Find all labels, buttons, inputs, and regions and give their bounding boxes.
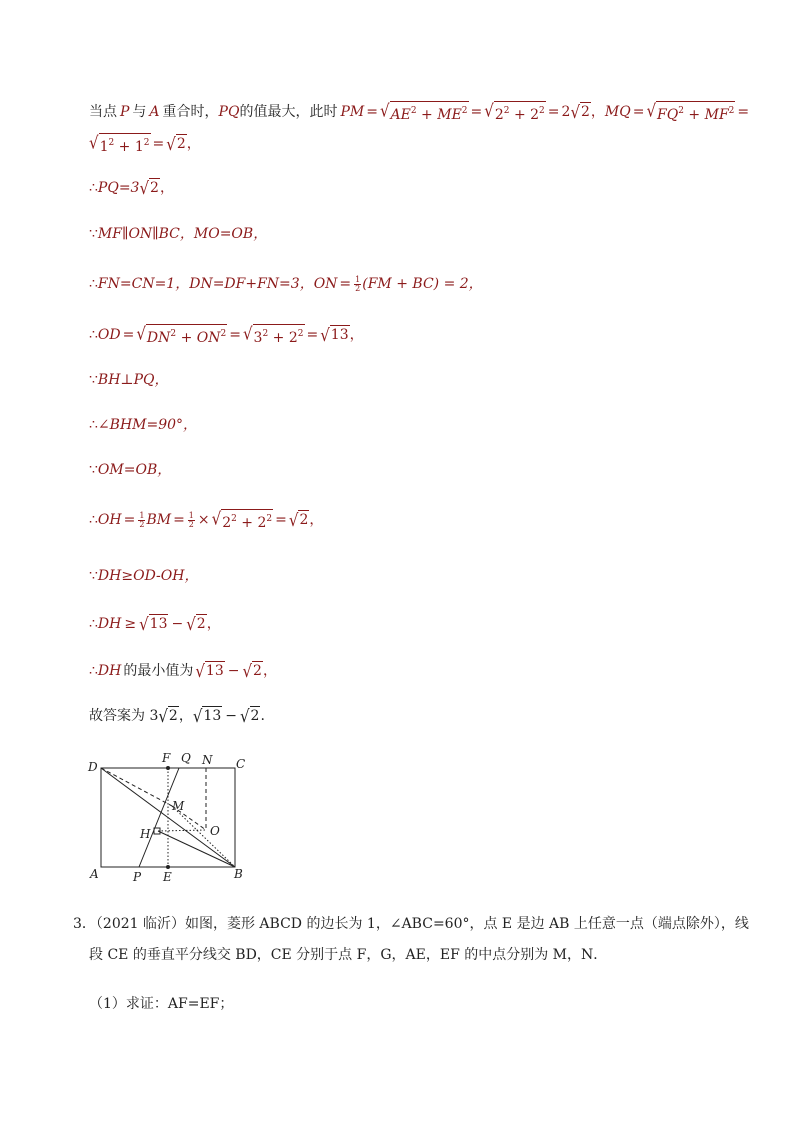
segment-ho: [158, 830, 206, 831]
solution-line-1: [89, 101, 751, 123]
eq: =: [632, 104, 645, 120]
exp: 2: [231, 514, 237, 524]
exp: 2: [410, 106, 417, 116]
because-symbol: ∵: [89, 226, 98, 242]
sqrt-2: √ 2: [139, 177, 159, 199]
eq: =: [229, 327, 241, 343]
fraction-half: [354, 276, 361, 293]
eq: =: [275, 512, 287, 528]
var-pm: PM: [340, 104, 365, 120]
label-p: P: [133, 870, 142, 884]
sqrt-1-1: √ $1^2 + 1^2$: [89, 132, 150, 155]
math-text: BH⊥PQ，: [97, 372, 169, 388]
therefore-symbol: ∴: [89, 616, 98, 632]
point-f: [166, 766, 170, 770]
var-p: P: [120, 104, 130, 120]
num: 2: [494, 107, 504, 123]
minus: −: [171, 616, 184, 632]
because-symbol: ∵: [89, 462, 98, 478]
comma: ，: [186, 136, 201, 152]
sqrt-dn-on: √ $DN^2 + ON^2$: [136, 323, 227, 346]
therefore-symbol: ∴: [89, 327, 98, 343]
geometry-figure: [84, 748, 264, 888]
label-e: E: [163, 870, 172, 884]
period: .: [260, 708, 265, 724]
eq: =: [123, 512, 136, 528]
comma: ，: [262, 663, 277, 679]
exp: 2: [143, 138, 150, 148]
solution-line-3: [89, 178, 174, 198]
math-text: (FM + BC) = 2，: [362, 276, 483, 292]
op: +: [421, 107, 433, 123]
eq: =: [339, 276, 352, 292]
segment-hb: [158, 831, 235, 867]
sqrt-fq-mf: √ $FQ^2 + MF^2$: [646, 100, 735, 123]
sqrt-13: √ 13: [195, 660, 224, 682]
comma: ，: [309, 512, 324, 528]
text: 当点: [89, 104, 117, 120]
text: 的最小值为: [123, 663, 194, 679]
text: 重合时，: [162, 104, 219, 120]
exp: 2: [728, 106, 735, 116]
var: ON: [196, 330, 221, 346]
label-b: B: [234, 867, 243, 881]
sqrt-2: √ 2: [239, 705, 260, 727]
comma: ，: [206, 616, 221, 632]
num: 2: [257, 515, 267, 531]
num: 2: [530, 107, 540, 123]
sqrt-3-2: √ $3^2 + 2^2$: [242, 323, 304, 346]
num: 2: [288, 330, 298, 346]
exp: 2: [678, 106, 684, 116]
numerator: 1: [139, 510, 145, 520]
solution-line-10: [89, 509, 323, 531]
op: +: [688, 107, 701, 123]
num: 1: [99, 139, 109, 155]
therefore-symbol: ∴: [89, 180, 98, 196]
var: AE: [390, 107, 411, 123]
exp: 2: [297, 329, 304, 339]
text: 的值最大，此时: [239, 104, 338, 120]
op: +: [180, 330, 193, 346]
op: +: [241, 515, 254, 531]
solution-line-12: [89, 614, 221, 634]
therefore-symbol: ∴: [89, 512, 98, 528]
segment-mb: [172, 806, 235, 867]
var-mq: MQ: [604, 104, 631, 120]
op: +: [272, 330, 285, 346]
sqrt-13: √ 13: [139, 613, 168, 635]
sqrt-13: √ 13: [320, 324, 349, 346]
solution-line-6: [89, 324, 364, 346]
label-n: N: [202, 753, 213, 767]
sqrt-2-2: √ $2^2 + 2^2$: [484, 100, 545, 123]
var: FQ: [657, 107, 679, 123]
solution-line-4: [89, 224, 267, 244]
sqrt-2: √ 2: [166, 133, 186, 155]
eq: =: [306, 327, 319, 343]
exp: 2: [461, 106, 468, 116]
answer-line: [89, 706, 265, 726]
denominator: 2: [139, 519, 145, 529]
label-q: Q: [181, 751, 191, 765]
sqrt-2-2: √ $2^2 + 2^2$: [211, 508, 273, 531]
point-e: [166, 865, 170, 869]
eq: =: [366, 104, 378, 120]
problem-3-part-1: （1）求证：AF=EF；: [89, 996, 234, 1012]
minus: −: [227, 663, 240, 679]
eq: =: [470, 104, 483, 120]
num: 2: [561, 104, 571, 120]
eq: =: [173, 512, 185, 528]
label-d: D: [88, 760, 98, 774]
label-m: M: [172, 799, 185, 813]
eq: =: [122, 327, 135, 343]
num: 1: [134, 139, 144, 155]
comma: ，: [590, 104, 605, 120]
because-symbol: ∵: [89, 372, 98, 388]
sqrt-2: √ 2: [570, 101, 590, 123]
var: DN: [146, 330, 171, 346]
var-a: A: [149, 104, 160, 120]
text: 与: [132, 104, 147, 120]
exp: 2: [266, 514, 273, 524]
comma: ，: [159, 180, 174, 196]
math-text: OM=OB，: [97, 462, 172, 478]
times: ×: [197, 512, 210, 528]
solution-line-8: [89, 415, 197, 435]
num: 3: [253, 330, 263, 346]
fraction-half: [188, 512, 195, 529]
exp: 2: [220, 329, 227, 339]
math-text: DH≥OD-OH，: [97, 568, 199, 584]
segment-pq: [139, 768, 179, 867]
var: OD: [97, 327, 121, 343]
num: 2: [222, 515, 232, 531]
numerator: 1: [188, 510, 194, 520]
var-pq: PQ: [218, 104, 240, 120]
solution-line-13: [89, 661, 277, 681]
math-text: ∠BHM=90°，: [97, 417, 198, 433]
sqrt-13: √ 13: [192, 705, 222, 727]
label-f: F: [162, 751, 171, 765]
eq: =: [737, 104, 750, 120]
denominator: 2: [355, 283, 361, 293]
segment-dm: [101, 768, 172, 806]
numerator: 1: [355, 274, 361, 284]
text: 故答案为 3: [89, 708, 159, 724]
sqrt-ae-me: √ $AE^2 + ME^2$: [379, 100, 468, 123]
comma: ，: [178, 708, 193, 724]
eq: =: [152, 136, 165, 152]
math-text: FN=CN=1，DN=DF+FN=3，ON: [97, 276, 338, 292]
math-text: MF∥ON∥BC，MO=OB，: [97, 226, 268, 242]
exp: 2: [503, 106, 510, 116]
label-h: H: [140, 827, 151, 841]
var: MF: [704, 107, 729, 123]
sqrt-2: √ 2: [158, 705, 178, 727]
label-c: C: [236, 757, 246, 771]
label-a: A: [90, 867, 99, 881]
math-text: PQ=3: [97, 180, 140, 196]
exp: 2: [262, 329, 269, 339]
problem-3-line-1: 3．（2021 临沂）如图，菱形 ABCD 的边长为 1，∠ABC=60°，点 E 是边 AB 上任意一点（端点除外），线: [73, 916, 749, 932]
var: DH: [97, 663, 122, 679]
var: ME: [437, 107, 462, 123]
op: +: [513, 107, 526, 123]
var: BM: [146, 512, 172, 528]
sqrt-2: √ 2: [242, 660, 262, 682]
solution-line-9: [89, 460, 171, 480]
therefore-symbol: ∴: [89, 276, 98, 292]
solution-line-5: [89, 274, 483, 294]
sqrt-2: √ 2: [288, 509, 309, 531]
therefore-symbol: ∴: [89, 417, 98, 433]
op: +: [118, 139, 131, 155]
var: DH: [97, 616, 122, 632]
denominator: 2: [188, 519, 194, 529]
exp: 2: [539, 106, 545, 116]
sqrt-2: √ 2: [186, 613, 206, 635]
ge: ≥: [124, 616, 137, 632]
solution-line-11: [89, 566, 198, 586]
exp: 2: [108, 138, 115, 148]
eq: =: [547, 104, 560, 120]
fraction-half: [138, 512, 145, 529]
var: OH: [97, 512, 122, 528]
label-o: O: [210, 824, 220, 838]
minus: −: [225, 708, 237, 724]
solution-line-7: [89, 370, 168, 390]
therefore-symbol: ∴: [89, 663, 98, 679]
comma: ，: [349, 327, 364, 343]
solution-line-2: [89, 133, 201, 155]
exp: 2: [170, 329, 177, 339]
because-symbol: ∵: [89, 568, 98, 584]
problem-3-line-2: 段 CE 的垂直平分线交 BD，CE 分别于点 F，G，AE，EF 的中点分别为 M，N．: [89, 947, 608, 963]
